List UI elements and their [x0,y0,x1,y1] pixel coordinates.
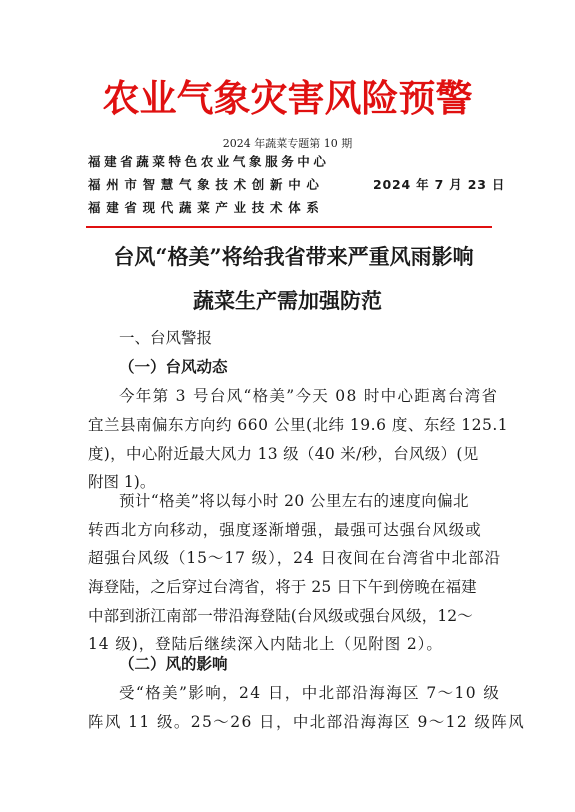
paragraph-line: 阵风 11 级。25～26 日，中北部沿海海区 9～12 级阵风 [88,713,526,731]
issuer-org-3: 福建省现代蔬菜产业技术体系 [88,200,325,215]
headline-line-2: 蔬菜生产需加强防范 [193,288,382,313]
paragraph-line: 14 级)，登陆后继续深入内陆北上（见附图 2）。 [88,635,443,653]
issuer-org-1: 福建省蔬菜特色农业气象服务中心 [88,154,330,169]
subsection-title-wind-impact: （二）风的影响 [119,655,228,673]
paragraph-line: 超强台风级（15～17 级），24 日夜间在台湾省中北部沿 [88,549,501,567]
paragraph-line: 预计“格美”将以每小时 20 公里左右的速度向偏北 [119,492,469,510]
paragraph-line: 海登陆，之后穿过台湾省，将于 25 日下午到傍晚在福建 [88,578,477,596]
issue-number: 2024 年蔬菜专题第 10 期 [222,137,353,150]
paragraph-line: 转西北方向移动，强度逐渐增强，最强可达强台风级或 [88,521,482,539]
paragraph-line: 附图 1)。 [88,473,156,491]
paragraph-line: 今年第 3 号台风“格美”今天 08 时中心距离台湾省 [119,387,499,405]
paragraph-line: 度)，中心附近最大风力 13 级（40 米/秒，台风级）(见 [88,445,479,463]
subsection-title-typhoon-status: （一）台风动态 [119,358,228,376]
header-divider [86,226,492,228]
issuer-org-2: 福州市智慧气象技术创新中心 [88,177,325,192]
document-title: 农业气象灾害风险预警 [102,76,473,120]
section-title-typhoon-warning: 一、台风警报 [119,329,213,347]
headline-line-1: 台风“格美”将给我省带来严重风雨影响 [113,244,474,269]
paragraph-line: 中部到浙江南部一带沿海登陆(台风级或强台风级，12～ [88,607,473,625]
paragraph-line: 受“格美”影响，24 日，中北部沿海海区 7～10 级 [119,684,501,702]
paragraph-line: 宜兰县南偏东方向约 660 公里(北纬 19.6 度、东经 125.1 [88,416,509,434]
issue-date: 2024 年 7 月 23 日 [373,177,506,192]
